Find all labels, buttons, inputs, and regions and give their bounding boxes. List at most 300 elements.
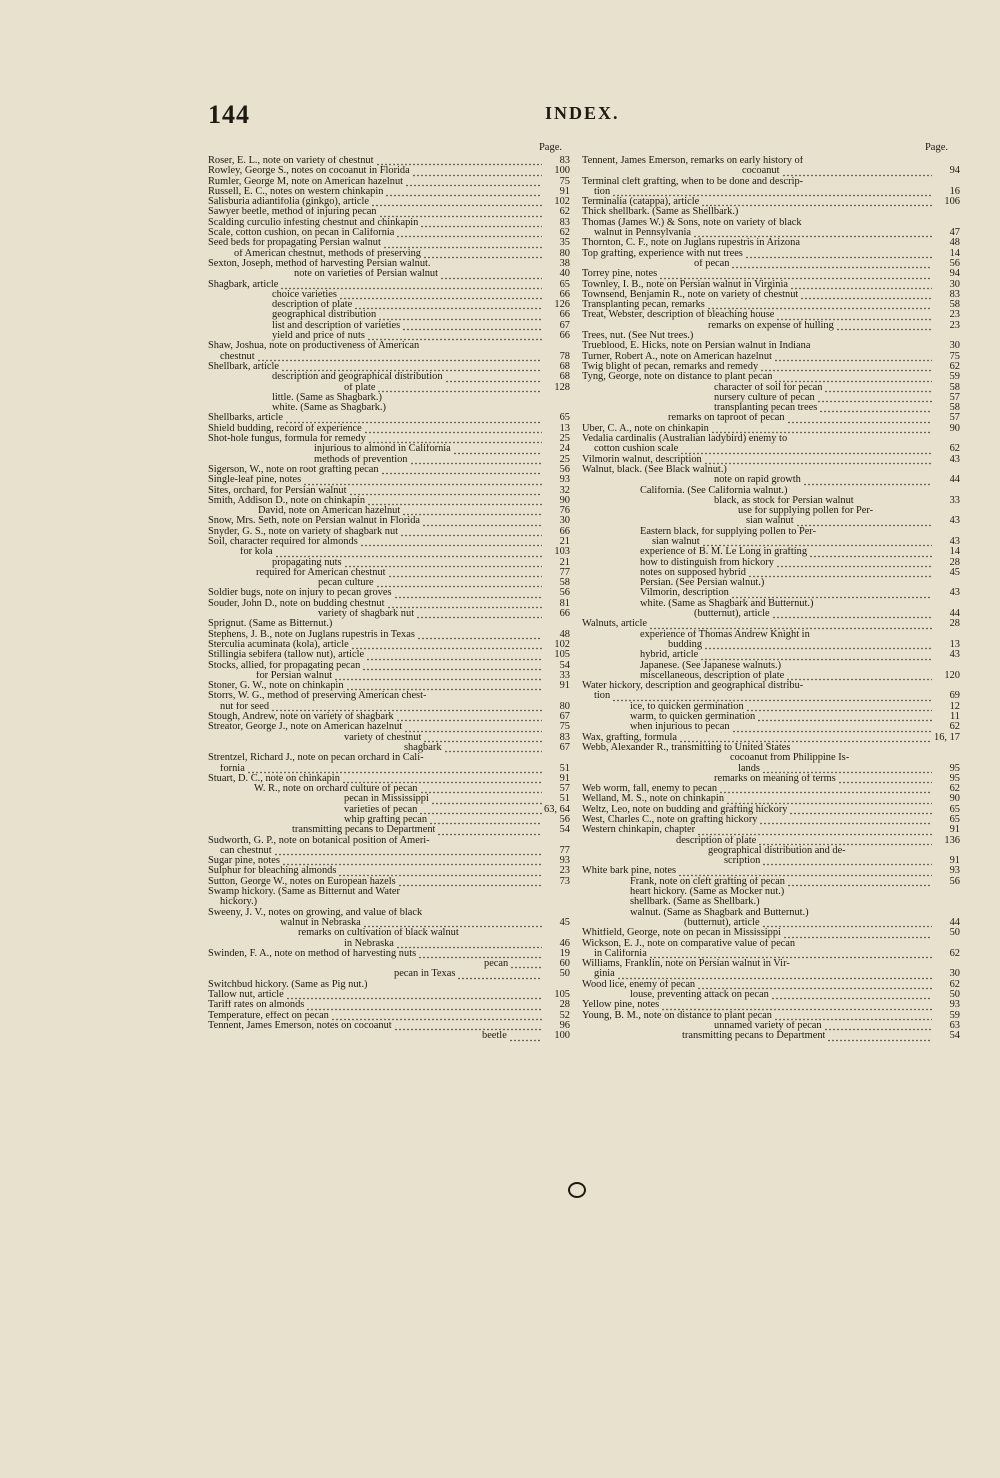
index-entry-text: Stillingia sebifera (tallow nut), article bbox=[208, 650, 365, 661]
index-entry-text: geographical distribution and de- bbox=[708, 845, 846, 856]
index-entry-text: Strentzel, Richard J., note on pecan orchard in Cali- bbox=[208, 753, 424, 764]
index-entry bbox=[208, 774, 570, 784]
dot-leader bbox=[680, 448, 932, 455]
index-entry bbox=[582, 558, 960, 568]
index-entry-text: warm, to quicken germination bbox=[630, 712, 756, 723]
page-column-header: Page. bbox=[538, 142, 562, 153]
index-entry-text: Thornton, C. F., note on Juglans rupestris in Arizona bbox=[582, 238, 800, 249]
dot-leader bbox=[349, 489, 542, 496]
index-entry-text: whip grafting pecan bbox=[344, 815, 428, 825]
index-entry-page: 90 bbox=[949, 422, 960, 434]
index-entry-page: 68 bbox=[559, 371, 570, 383]
index-entry-text: Storrs, W. G., method of preserving American chest- bbox=[208, 691, 427, 702]
index-entry-text: shagbark bbox=[404, 742, 442, 753]
index-entry-text: pecan bbox=[484, 959, 509, 970]
index-entry bbox=[208, 558, 570, 568]
index-entry bbox=[582, 722, 960, 732]
index-entry-text: cocoanut from Philippine Is- bbox=[730, 753, 850, 764]
index-entry-page: 48 bbox=[949, 237, 960, 249]
index-entry bbox=[582, 743, 960, 753]
index-entry bbox=[582, 249, 960, 259]
index-entry-text: Tallow nut, article bbox=[208, 990, 284, 1001]
dot-leader bbox=[800, 293, 932, 300]
index-entry-text: hickory.) bbox=[220, 897, 258, 908]
index-entry bbox=[208, 866, 570, 876]
index-entry bbox=[582, 352, 960, 362]
dot-leader bbox=[771, 993, 932, 1000]
index-entry-text: Wickson, E. J., note on comparative value of pecan bbox=[582, 938, 796, 949]
dot-leader bbox=[758, 839, 932, 846]
dot-leader bbox=[423, 252, 542, 259]
index-entry-text: Top grafting, experience with nut trees bbox=[582, 248, 743, 259]
index-entry-text: geographical distribution bbox=[272, 310, 377, 321]
dot-leader bbox=[280, 283, 542, 290]
index-entry bbox=[208, 537, 570, 547]
dot-leader bbox=[726, 798, 932, 805]
index-entries-right bbox=[582, 156, 960, 1042]
index-entry-text: pecan in Texas bbox=[394, 969, 456, 980]
index-entry-page: 25 bbox=[559, 433, 570, 445]
index-entry bbox=[208, 156, 570, 166]
index-entry bbox=[582, 537, 960, 547]
index-entry bbox=[208, 228, 570, 238]
index-entry-page: 56 bbox=[949, 875, 960, 887]
index-entry-page: 57 bbox=[949, 412, 960, 424]
index-entry-text: transmitting pecans to Department bbox=[292, 825, 436, 836]
index-entry-page: 100 bbox=[554, 165, 570, 177]
index-entry-text: unnamed variety of pecan bbox=[714, 1020, 822, 1031]
index-entry bbox=[208, 527, 570, 537]
dot-leader bbox=[385, 190, 542, 197]
dot-leader bbox=[342, 777, 542, 784]
index-entry bbox=[208, 609, 570, 619]
index-entry-page: 58 bbox=[949, 402, 960, 414]
dot-leader bbox=[612, 190, 932, 197]
index-entry-page: 51 bbox=[559, 762, 570, 774]
index-entry-text: of plate bbox=[344, 382, 376, 393]
index-entry-text: Walnuts, article bbox=[582, 619, 647, 630]
index-entry-text: walnut in Pennsylvania bbox=[594, 228, 691, 239]
index-entry bbox=[208, 743, 570, 753]
index-entry-text: Weltz, Leo, note on budding and grafting hickory bbox=[582, 804, 788, 815]
index-entry bbox=[582, 1011, 960, 1021]
index-entry-text: Rumler, George M, note on American hazelnut bbox=[208, 176, 404, 187]
index-entry-page: 91 bbox=[559, 772, 570, 784]
index-entry bbox=[208, 475, 570, 485]
index-entry-page: 50 bbox=[949, 989, 960, 1001]
index-entry-text: Temperature, effect on pecan bbox=[208, 1010, 329, 1021]
index-entry-text: Sites, orchard, for Persian walnut bbox=[208, 485, 347, 496]
index-entry-text: nut for seed bbox=[220, 701, 270, 712]
index-entry bbox=[208, 341, 570, 351]
dot-leader bbox=[247, 767, 542, 774]
index-entry-text: in California bbox=[594, 948, 647, 959]
dot-leader bbox=[363, 921, 542, 928]
index-entry bbox=[208, 197, 570, 207]
index-entry-text: Wax, grafting, formula bbox=[582, 732, 677, 743]
dot-leader bbox=[271, 705, 542, 712]
index-entry-page: 95 bbox=[949, 762, 960, 774]
dot-leader bbox=[383, 242, 542, 249]
index-entry bbox=[582, 846, 960, 856]
dot-leader bbox=[457, 973, 542, 980]
index-entry bbox=[582, 990, 960, 1000]
index-entry-page: 62 bbox=[949, 360, 960, 372]
index-entry bbox=[582, 444, 960, 454]
index-entry-text: David, note on American hazelnut bbox=[258, 506, 401, 517]
index-entry-text: ice, to quicken germination bbox=[630, 701, 744, 712]
dot-leader bbox=[679, 736, 932, 743]
dot-leader bbox=[731, 592, 932, 599]
dot-leader bbox=[422, 520, 542, 527]
index-entry bbox=[208, 619, 570, 629]
index-entry bbox=[208, 805, 570, 815]
index-entry-text: Shagbark, article bbox=[208, 279, 279, 290]
index-entry bbox=[582, 588, 960, 598]
index-entry bbox=[208, 969, 570, 979]
index-entry bbox=[208, 187, 570, 197]
dot-leader bbox=[824, 386, 932, 393]
index-entry-text: remarks on expense of hulling bbox=[708, 320, 834, 331]
index-entry-page: 77 bbox=[559, 844, 570, 856]
index-entry-text: notes on supposed hybrid bbox=[640, 567, 746, 578]
index-entry-text: how to distinguish from hickory bbox=[640, 557, 774, 568]
index-entry bbox=[208, 630, 570, 640]
index-entry bbox=[208, 712, 570, 722]
index-entry-page: 69 bbox=[949, 690, 960, 702]
index-entry-page: 40 bbox=[559, 268, 570, 280]
index-entry-text: for kola bbox=[240, 547, 273, 558]
index-entry bbox=[208, 681, 570, 691]
index-entry-page: 58 bbox=[559, 577, 570, 589]
dot-leader bbox=[704, 643, 932, 650]
index-entry-page: 28 bbox=[949, 556, 960, 568]
index-entry-page: 93 bbox=[559, 855, 570, 867]
index-entry-page: 16 bbox=[949, 185, 960, 197]
index-entry-page: 54 bbox=[949, 1030, 960, 1042]
index-entry-text: Stuart, D. C., note on chinkapin bbox=[208, 773, 340, 784]
index-entry bbox=[582, 207, 960, 217]
index-entry bbox=[582, 300, 960, 310]
index-entry-text: cocoanut bbox=[742, 166, 780, 177]
index-entry bbox=[208, 640, 570, 650]
index-entry bbox=[208, 671, 570, 681]
index-entry bbox=[208, 578, 570, 588]
index-entry-page: 52 bbox=[559, 1009, 570, 1021]
index-entry bbox=[582, 197, 960, 207]
index-entry-text: remarks on meaning of terms bbox=[714, 773, 836, 784]
index-entry-text: Williams, Franklin, note on Persian walnut in Vir- bbox=[582, 959, 790, 970]
index-entry bbox=[208, 372, 570, 382]
index-entry bbox=[208, 516, 570, 526]
index-entry-page: 65 bbox=[559, 412, 570, 424]
index-entry-page: 59 bbox=[949, 371, 960, 383]
dot-leader bbox=[803, 479, 932, 486]
dot-leader bbox=[362, 664, 542, 671]
dot-leader bbox=[286, 993, 542, 1000]
dot-leader bbox=[344, 561, 542, 568]
index-entry-page: 47 bbox=[949, 227, 960, 239]
index-entry bbox=[208, 465, 570, 475]
index-entry-page: 54 bbox=[559, 824, 570, 836]
index-entry bbox=[582, 825, 960, 835]
index-entry bbox=[208, 784, 570, 794]
index-entry-text: Shaw, Joshua, note on productiveness of American bbox=[208, 341, 420, 352]
index-entry-text: description and geographical distribution bbox=[272, 372, 443, 383]
index-entry bbox=[582, 794, 960, 804]
index-entry-text: Walnut, black. (See Black walnut.) bbox=[582, 464, 727, 475]
index-entry bbox=[582, 455, 960, 465]
index-entry-page: 83 bbox=[949, 288, 960, 300]
index-entry-page: 33 bbox=[559, 669, 570, 681]
dot-leader bbox=[394, 592, 542, 599]
index-entry bbox=[208, 434, 570, 444]
index-entry-text: Trueblood, E. Hicks, note on Persian walnut in Indiana bbox=[582, 341, 811, 352]
index-entry-text: white. (Same as Shagbark.) bbox=[272, 403, 386, 414]
index-entry-page: 91 bbox=[559, 185, 570, 197]
index-entry bbox=[582, 424, 960, 434]
dot-leader bbox=[402, 509, 542, 516]
index-entry-page: 30 bbox=[949, 968, 960, 980]
dot-leader bbox=[334, 674, 542, 681]
dot-leader bbox=[400, 530, 542, 537]
index-entry bbox=[208, 836, 570, 846]
index-entry-page: 65 bbox=[559, 278, 570, 290]
index-entry-page: 83 bbox=[559, 155, 570, 166]
index-entry-text: yield and price of nuts bbox=[272, 331, 365, 342]
index-entry-text: experience of B. M. Le Long in grafting bbox=[640, 547, 808, 558]
index-entry bbox=[582, 269, 960, 279]
index-entry bbox=[582, 866, 960, 876]
dot-leader bbox=[772, 612, 932, 619]
index-entry bbox=[208, 362, 570, 372]
index-entry-text: transmitting pecans to Department bbox=[682, 1031, 826, 1042]
dot-leader bbox=[437, 829, 542, 836]
dot-leader bbox=[339, 293, 542, 300]
index-entry bbox=[582, 280, 960, 290]
index-entry-page: 28 bbox=[559, 999, 570, 1011]
index-entry bbox=[582, 815, 960, 825]
index-entry-page: 94 bbox=[949, 165, 960, 177]
index-entry-page: 23 bbox=[949, 309, 960, 321]
dot-leader bbox=[257, 355, 542, 362]
index-entry bbox=[582, 630, 960, 640]
index-entry-text: scription bbox=[724, 856, 761, 867]
dot-leader bbox=[719, 787, 932, 794]
dot-leader bbox=[388, 571, 542, 578]
index-entry bbox=[582, 784, 960, 794]
index-entry bbox=[582, 413, 960, 423]
index-entry-page: 80 bbox=[559, 700, 570, 712]
index-entry-page: 62 bbox=[949, 978, 960, 990]
index-entry bbox=[582, 959, 960, 969]
dot-leader bbox=[338, 870, 542, 877]
dot-leader bbox=[776, 561, 932, 568]
index-entry-text: for Persian walnut bbox=[256, 670, 333, 681]
index-entry bbox=[208, 259, 570, 269]
index-entry bbox=[582, 969, 960, 979]
index-entry-text: variety of chestnut bbox=[344, 732, 422, 743]
index-entry-text: tion bbox=[594, 186, 611, 197]
index-entry-page: 103 bbox=[554, 546, 570, 558]
index-entry-page: 120 bbox=[944, 669, 960, 681]
index-entry-page: 13 bbox=[949, 638, 960, 650]
index-column-left bbox=[208, 140, 570, 1042]
index-entry bbox=[582, 908, 960, 918]
index-entry-text: White bark pine, notes bbox=[582, 866, 677, 877]
index-entry bbox=[208, 1011, 570, 1021]
dot-leader bbox=[809, 551, 932, 558]
index-entry-page: 56 bbox=[559, 814, 570, 825]
index-entry-page: 11 bbox=[949, 711, 960, 723]
index-entry-page: 38 bbox=[559, 257, 570, 269]
index-entry bbox=[582, 856, 960, 866]
dot-leader bbox=[396, 231, 542, 238]
index-entry-text: Young, B. M., note on distance to plant pecan bbox=[582, 1010, 772, 1021]
index-entry bbox=[208, 424, 570, 434]
index-entry-page: 93 bbox=[559, 474, 570, 486]
dot-leader bbox=[649, 623, 932, 630]
index-entry-text: Stough, Andrew, note on variety of shagbark bbox=[208, 712, 394, 723]
index-entry-page: 25 bbox=[559, 453, 570, 465]
index-entry-text: variety of shagbark nut bbox=[318, 609, 415, 620]
index-entry-text: beetle bbox=[482, 1031, 507, 1042]
index-entry-text: chestnut bbox=[220, 351, 255, 362]
index-entry-text: shellbark. (Same as Shellbark.) bbox=[630, 897, 760, 908]
index-entry-page: 66 bbox=[559, 288, 570, 300]
dot-leader bbox=[281, 365, 542, 372]
index-entry bbox=[208, 496, 570, 506]
index-entry-text: Treat, Webster, description of bleaching house bbox=[582, 310, 775, 321]
index-entry-text: Tennent, James Emerson, remarks on early history of bbox=[582, 156, 804, 166]
index-entry-page: 81 bbox=[559, 597, 570, 609]
index-entry-page: 91 bbox=[949, 855, 960, 867]
index-entry-page: 44 bbox=[949, 474, 960, 486]
dot-leader bbox=[364, 427, 542, 434]
index-entry bbox=[208, 959, 570, 969]
index-entry-text: white. (Same as Shagbark and Butternut.) bbox=[640, 598, 814, 609]
index-entry-text: list and description of varieties bbox=[272, 320, 401, 331]
index-entry bbox=[582, 238, 960, 248]
index-entry-text: California. (See California walnut.) bbox=[640, 485, 788, 496]
index-entry-page: 62 bbox=[559, 227, 570, 239]
index-entry-text: Frank, note on cleft grafting of pecan bbox=[630, 876, 785, 887]
index-entry bbox=[582, 681, 960, 691]
dot-leader bbox=[420, 221, 542, 228]
index-entry bbox=[582, 383, 960, 393]
index-entry bbox=[208, 486, 570, 496]
dot-leader bbox=[410, 458, 543, 465]
index-entry-text: Roser, E. L., note on variety of chestnut bbox=[208, 156, 374, 166]
index-entry-page: 28 bbox=[949, 618, 960, 630]
index-entry bbox=[582, 393, 960, 403]
index-entry-text: remarks on taproot of pecan bbox=[668, 413, 785, 424]
index-entry-text: Switchbud hickory. (Same as Pig nut.) bbox=[208, 979, 368, 990]
index-entry-text: Sulphur for bleaching almonds bbox=[208, 866, 337, 877]
index-entry-text: Souder, John D., note on budding chestnut bbox=[208, 598, 385, 609]
index-entry bbox=[208, 413, 570, 423]
index-entry-page: 62 bbox=[949, 947, 960, 959]
dot-leader bbox=[398, 880, 542, 887]
index-entry bbox=[582, 939, 960, 949]
index-entry-text: Welland, M. S., note on chinkapin bbox=[582, 794, 725, 805]
index-entry-page: 76 bbox=[559, 505, 570, 517]
index-entry-page: 68 bbox=[559, 360, 570, 372]
index-entry-text: of American chestnut, methods of preserving bbox=[234, 248, 421, 259]
index-entry-page: 45 bbox=[559, 916, 570, 928]
index-entry-text: pecan culture bbox=[318, 578, 374, 589]
index-entry bbox=[208, 547, 570, 557]
dot-leader bbox=[275, 551, 542, 558]
index-entry bbox=[582, 434, 960, 444]
index-entry-text: Torrey pine, notes bbox=[582, 269, 658, 280]
index-entry bbox=[208, 166, 570, 176]
index-entry-page: 58 bbox=[949, 381, 960, 393]
index-entry-page: 35 bbox=[559, 237, 570, 249]
dot-leader bbox=[274, 849, 542, 856]
index-entry-text: in Nebraska bbox=[344, 938, 394, 949]
index-entry-text: injurious to almond in California bbox=[314, 444, 451, 455]
index-entry-text: Japanese. (See Japanese walnuts.) bbox=[640, 660, 782, 671]
index-entry-page: 65 bbox=[949, 803, 960, 815]
index-entry-text: Scalding curculio infesting chestnut and chinkapin bbox=[208, 217, 419, 228]
index-entry bbox=[582, 228, 960, 238]
index-entry-page: 43 bbox=[949, 587, 960, 599]
index-entry bbox=[582, 496, 960, 506]
page-column-header: Page. bbox=[924, 142, 948, 153]
index-entry-page: 14 bbox=[949, 247, 960, 259]
index-entry-text: W. R., note on orchard culture of pecan bbox=[254, 784, 418, 795]
index-entry bbox=[582, 259, 960, 269]
index-entry-page: 32 bbox=[559, 484, 570, 496]
dot-leader bbox=[827, 1035, 932, 1042]
index-entry-page: 66 bbox=[559, 330, 570, 342]
index-entry-page: 75 bbox=[559, 721, 570, 733]
dot-leader bbox=[378, 314, 542, 321]
index-entry bbox=[208, 702, 570, 712]
index-entry-text: Sexton, Joseph, method of harvesting Persian walnut. bbox=[208, 258, 431, 269]
index-entry-page: 63, 64 bbox=[544, 803, 570, 815]
dot-leader bbox=[418, 952, 542, 959]
index-entry bbox=[582, 949, 960, 959]
index-entry bbox=[208, 794, 570, 804]
index-entry-page: 78 bbox=[559, 350, 570, 362]
dot-leader bbox=[431, 798, 542, 805]
dot-leader bbox=[787, 880, 932, 887]
index-entry bbox=[208, 455, 570, 465]
index-entry-text: Seed beds for propagating Persian walnut bbox=[208, 238, 381, 249]
index-entry-text: Western chinkapin, chapter bbox=[582, 825, 696, 836]
index-entry bbox=[582, 661, 960, 671]
index-entry bbox=[582, 341, 960, 351]
index-entry-text: required for American chestnut bbox=[256, 567, 386, 578]
index-entry bbox=[582, 290, 960, 300]
index-entry-text: Trees, nut. (See Nut trees.) bbox=[582, 331, 694, 342]
dot-leader bbox=[416, 612, 542, 619]
dot-leader bbox=[819, 406, 932, 413]
index-entry-page: 46 bbox=[559, 937, 570, 949]
dot-leader bbox=[757, 715, 932, 722]
index-entry-text: nursery culture of pecan bbox=[714, 392, 815, 403]
index-entry-page: 128 bbox=[554, 381, 570, 393]
dot-leader bbox=[444, 746, 542, 753]
dot-leader bbox=[774, 355, 932, 362]
index-entry-text: Swinden, F. A., note on method of harvesting nuts bbox=[208, 948, 417, 959]
dot-leader bbox=[678, 870, 932, 877]
index-entry-page: 102 bbox=[554, 196, 570, 208]
index-entry-text: Web worm, fall, enemy to pecan bbox=[582, 784, 718, 795]
index-entry-page: 48 bbox=[559, 628, 570, 640]
